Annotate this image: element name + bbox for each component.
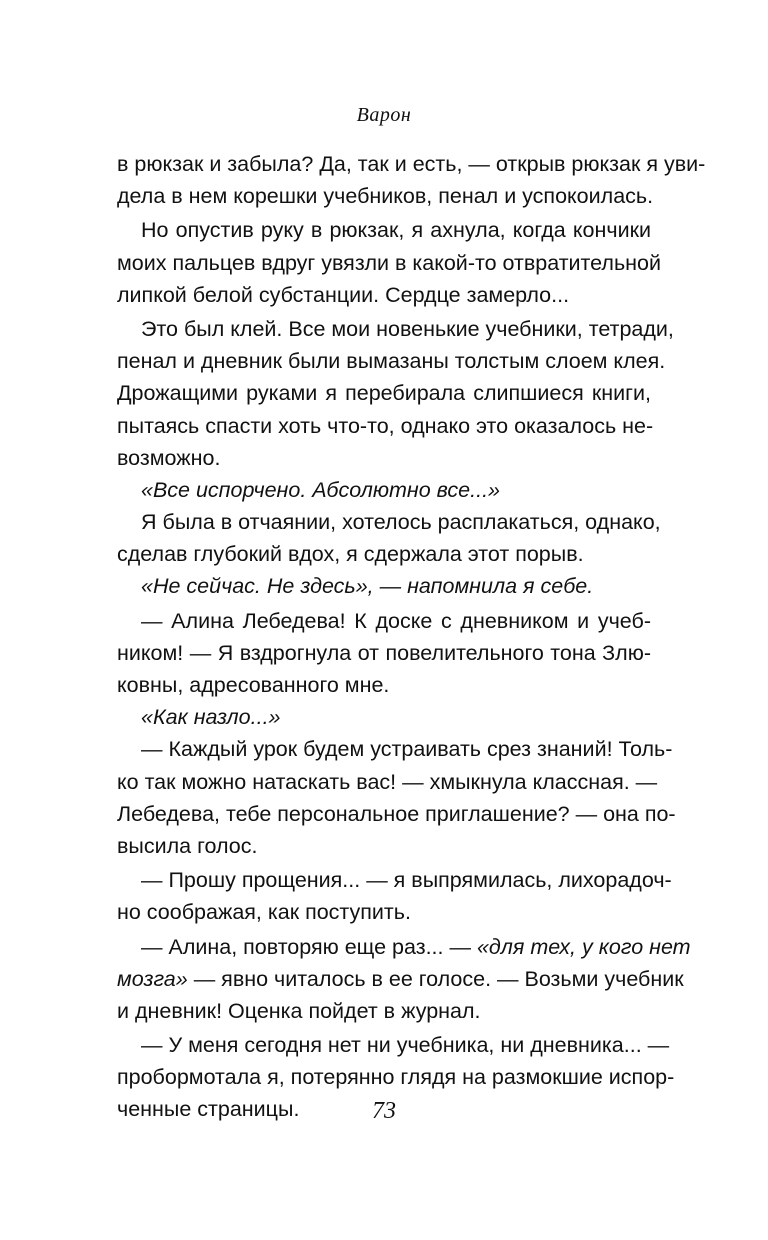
text-line: пробормотала я, потерянно глядя на размокшие испор- xyxy=(117,1065,675,1090)
text-line: ко так можно натаскать вас! — хмыкнула классная. — xyxy=(117,769,658,794)
text-line: ником! — Я вздрогнула от повелительного тона Злю- xyxy=(117,640,651,665)
text-line: ковны, адресованного мне. xyxy=(117,673,390,697)
text-line: Дрожащими руками я перебирала слипшиеся книги, xyxy=(117,381,651,406)
text-line: в рюкзак и забыла? Да, так и есть, — открыв рюкзак я уви- xyxy=(117,152,706,176)
text-line: моих пальцев вдруг увязли в какой-то отвратительной xyxy=(117,250,661,275)
text-line: Лебедева, тебе персональное приглашение? — она по- xyxy=(117,801,676,826)
text-line: высила голос. xyxy=(117,833,258,858)
text-line: — Алина Лебедева! К доске с дневником и учеб- xyxy=(141,608,651,633)
text-line: сделав глубокий вдох, я сдержала этот порыв. xyxy=(117,542,584,567)
text-line-italic: «Как назло...» xyxy=(141,705,281,730)
text-line: Это был клей. Все мои новенькие учебники, тетради, xyxy=(141,316,674,341)
text-line-mixed xyxy=(117,931,691,963)
text-line: и дневник! Оценка пойдет в журнал. xyxy=(117,998,481,1023)
text-line: — Прошу прощения... — я выпрямилась, лихорадоч- xyxy=(141,868,672,893)
text-line: дела в нем корешки учебников, пенал и успокоилась. xyxy=(117,184,654,209)
text-line: — Каждый урок будем устраивать срез знаний! Толь- xyxy=(141,737,673,762)
text-span-italic: «для тех, у кого нет xyxy=(476,934,691,959)
text-line: но соображая, как поступить. xyxy=(117,900,411,925)
text-line: Я была в отчаянии, хотелось расплакаться, однако, xyxy=(141,510,661,535)
text-line-italic: «Все испорчено. Абсолютно все...» xyxy=(141,477,501,502)
text-line: пытаясь спасти хоть что-то, однако это оказалось не- xyxy=(117,413,654,438)
text-span: — Алина, повторяю еще раз... — xyxy=(141,934,477,959)
text-line-mixed xyxy=(117,963,684,995)
page-number: 73 xyxy=(372,1098,396,1124)
text-line: — У меня сегодня нет ни учебника, ни дневника... — xyxy=(141,1033,670,1058)
text-line: липкой белой субстанции. Сердце замерло... xyxy=(117,282,570,307)
running-header: Варон xyxy=(356,104,412,126)
text-line: пенал и дневник были вымазаны толстым слоем клея. xyxy=(117,349,666,374)
text-line: Но опустив руку в рюкзак, я ахнула, когда кончики xyxy=(141,218,651,243)
text-span-italic: мозга» xyxy=(117,966,188,991)
text-line: ченные страницы. xyxy=(117,1097,300,1122)
text-line-italic: «Не сейчас. Не здесь», — напомнила я себе. xyxy=(141,574,594,599)
text-span: — явно читалось в ее голосе. — Возьми учебник xyxy=(187,966,684,991)
text-line: возможно. xyxy=(117,445,221,470)
body-text xyxy=(117,148,706,1126)
